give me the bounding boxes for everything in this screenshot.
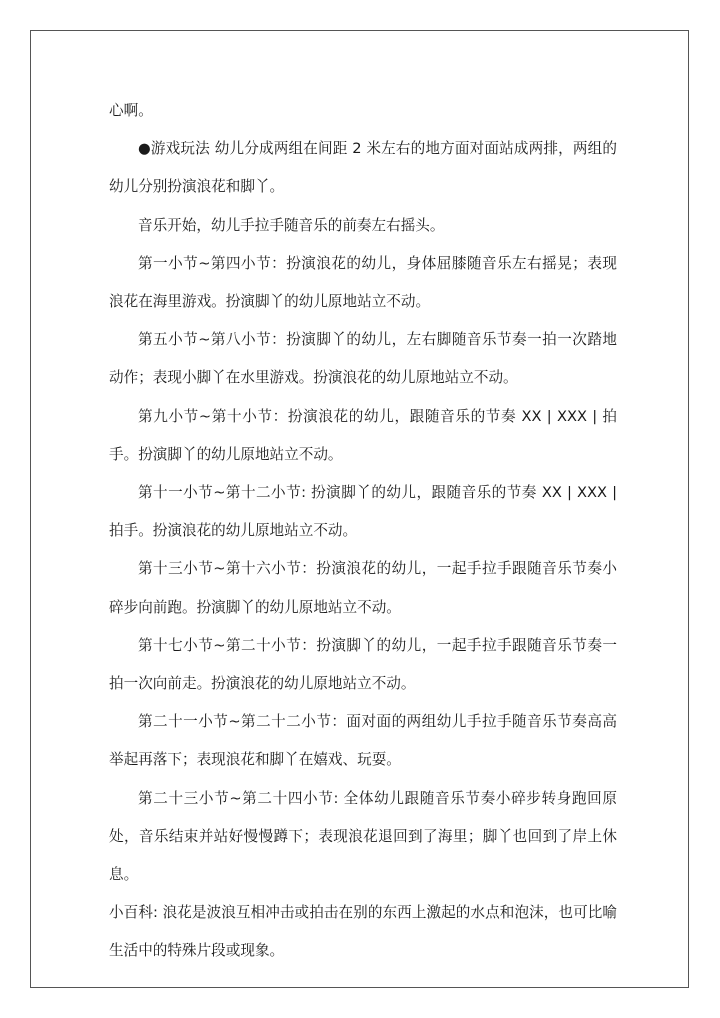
- paragraph: 音乐开始，幼儿手拉手随音乐的前奏左右摇头。: [138, 216, 445, 234]
- paragraph: 第十三小节~第十六小节：扮演浪花的幼儿，一起手拉手跟随音乐节奏小碎步向前跑。扮演脚丫的幼儿原地站立不动。: [109, 560, 617, 616]
- paragraph: 第一小节~第四小节：扮演浪花的幼儿，身体屈膝随音乐左右摇晃；表现浪花在海里游戏。扮演脚丫的幼儿原地站立不动。: [109, 254, 617, 311]
- paragraph: 心啊。: [109, 102, 153, 119]
- paragraph: 第十七小节~第二十小节：扮演脚丫的幼儿，一起手拉手跟随音乐节奏一拍一次向前走。扮演浪花的幼儿原地站立不动。: [109, 636, 617, 693]
- paragraph: 第十一小节~第十二小节: 扮演脚丫的幼儿，跟随音乐的节奏 XX | XXX | 拍手。扮演浪花的幼儿原地站立不动。: [109, 484, 617, 540]
- document-body: [109, 92, 617, 971]
- paragraph: 第二十一小节~第二十二小节：面对面的两组幼儿手拉手随音乐节奏高高举起再落下；表现浪花和脚丫在嬉戏、玩耍。: [109, 713, 617, 769]
- paragraph: 第五小节~第八小节：扮演脚丫的幼儿，左右脚随音乐节奏一拍一次踏地动作；表现小脚丫在水里游戏。扮演浪花的幼儿原地站立不动。: [109, 331, 617, 387]
- encyclopedia-note: 小百科: 浪花是波浪互相冲击或拍击在别的东西上激起的水点和泡沫，也可比喻生活中的特殊片段或现象。: [109, 904, 617, 960]
- paragraph: ●游戏玩法 幼儿分成两组在间距 2 米左右的地方面对面站成两排，两组的幼儿分别扮演浪花和脚丫。: [109, 140, 617, 196]
- paragraph: 第九小节~第十小节：扮演浪花的幼儿，跟随音乐的节奏 XX | XXX | 拍手。扮演脚丫的幼儿原地站立不动。: [109, 407, 617, 463]
- paragraph: 第二十三小节~第二十四小节: 全体幼儿跟随音乐节奏小碎步转身跑回原处，音乐结束并站好慢慢蹲下；表现浪花退回到了海里；脚丫也回到了岸上休息。: [109, 789, 617, 884]
